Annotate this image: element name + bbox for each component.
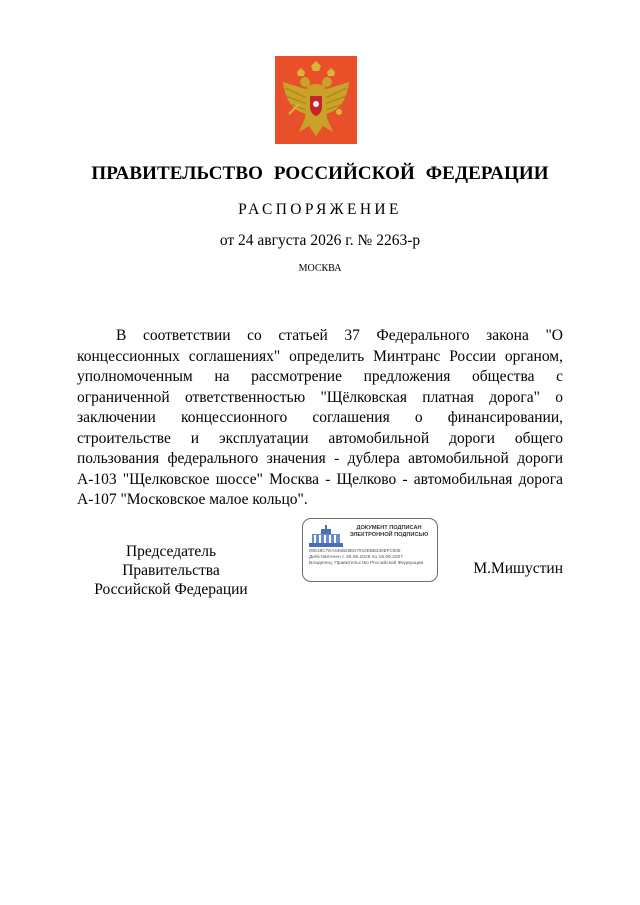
document-date-number: от 24 августа 2026 г. № 2263-р	[219, 232, 421, 249]
signer-name: М.Мишустин	[473, 560, 563, 577]
body-paragraph: В соответствии со статьей 37 Федерального закона "О концессионных соглашениях" определить Минтранс России органом, уполномоченным на рассмотрение предложения общества с ограниченной ответственностью "Щёлковская платная дорога" о заключении концессионного соглашения о финансировании, строительстве и эксплуатации автомобильной дороги общего пользования федерального значения - дублера автомобильной дороги А-103 "Щелковское шоссе" Москва - Щелково - автомобильная дорога А-107 "Московское малое кольцо".	[77, 327, 563, 508]
document-body	[77, 326, 563, 511]
stamp-title-line2: ЭЛЕКТРОННОЙ ПОДПИСЬЮ	[349, 532, 429, 538]
stamp-title-line1: ДОКУМЕНТ ПОДПИСАН	[356, 525, 422, 531]
certificate-validity: Действителен с 26.06.2026 по 19.09.2027	[309, 555, 403, 560]
certificate-owner: Владелец: Правительство Российской Федерации	[309, 561, 424, 566]
stamp-title	[343, 525, 435, 539]
russian-coat-of-arms-icon	[275, 56, 357, 144]
signer-position	[77, 542, 265, 599]
government-title: ПРАВИТЕЛЬСТВО РОССИЙСКОЙ ФЕДЕРАЦИИ	[91, 163, 549, 184]
document-city: МОСКВА	[298, 263, 342, 274]
signer-position-line2: Российской Федерации	[94, 581, 248, 598]
certificate-serial: 00E48C7EA446B26ED7910EBB330EFC905	[309, 548, 401, 553]
signer-position-line1: Председатель Правительства	[122, 543, 220, 579]
document-type: РАСПОРЯЖЕНИЕ	[238, 201, 402, 218]
electronic-signature-stamp	[302, 518, 438, 582]
government-building-icon	[309, 525, 343, 547]
